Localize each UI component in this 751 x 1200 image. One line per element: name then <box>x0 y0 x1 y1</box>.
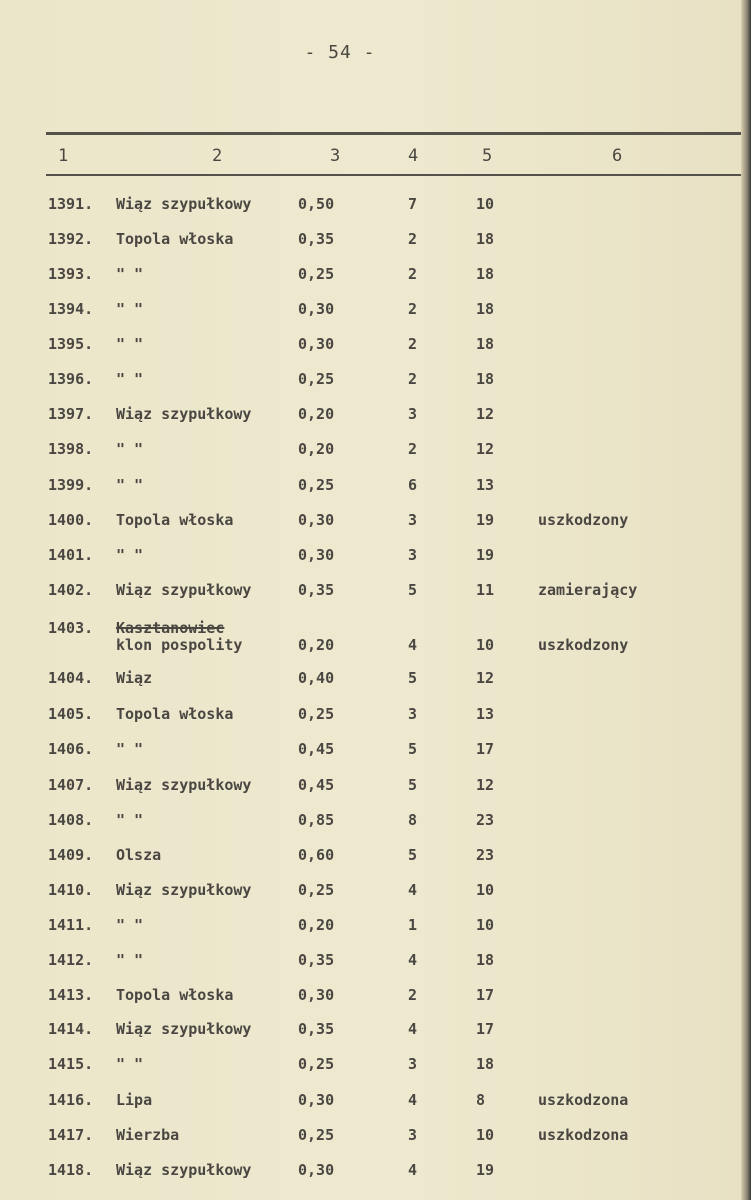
row-number: 1398. <box>48 440 94 458</box>
tree-condition: uszkodzony <box>538 636 629 654</box>
tree-height: 4 <box>408 636 418 654</box>
tree-height: 2 <box>408 230 418 248</box>
tree-age: 18 <box>476 335 495 353</box>
tree-age: 18 <box>476 265 495 283</box>
tree-species: " " <box>116 335 144 353</box>
tree-species: " " <box>116 300 144 318</box>
table-row <box>0 881 740 917</box>
trunk-diameter: 0,50 <box>298 195 335 213</box>
row-number: 1417. <box>48 1126 94 1144</box>
table-row <box>0 581 740 617</box>
tree-species: Topola włoska <box>116 230 234 248</box>
row-number: 1414. <box>48 1020 94 1038</box>
tree-height: 8 <box>408 811 418 829</box>
column-header-6: 6 <box>612 146 623 166</box>
tree-height: 2 <box>408 265 418 283</box>
tree-age: 17 <box>476 986 495 1004</box>
row-number: 1406. <box>48 740 94 758</box>
tree-species: Wiąz szypułkowy <box>116 1020 252 1038</box>
tree-height: 3 <box>408 511 418 529</box>
tree-age: 23 <box>476 811 495 829</box>
trunk-diameter: 0,25 <box>298 370 335 388</box>
page-edge-shadow <box>741 0 751 1200</box>
tree-height: 3 <box>408 1055 418 1073</box>
tree-age: 18 <box>476 951 495 969</box>
table-row <box>0 511 740 547</box>
row-number: 1395. <box>48 335 94 353</box>
tree-age: 11 <box>476 581 495 599</box>
tree-species: " " <box>116 265 144 283</box>
tree-height: 5 <box>408 581 418 599</box>
tree-height: 1 <box>408 916 418 934</box>
table-row <box>0 546 740 582</box>
row-number: 1416. <box>48 1091 94 1109</box>
tree-age: 10 <box>476 1126 495 1144</box>
tree-species: " " <box>116 811 144 829</box>
tree-species: Wiąz szypułkowy <box>116 195 252 213</box>
tree-condition: uszkodzona <box>538 1126 629 1144</box>
tree-species: Wierzba <box>116 1126 180 1144</box>
table-row <box>0 335 740 371</box>
column-header-3: 3 <box>330 146 341 166</box>
tree-height: 4 <box>408 1091 418 1109</box>
trunk-diameter: 0,30 <box>298 1161 335 1179</box>
trunk-diameter: 0,25 <box>298 1126 335 1144</box>
tree-condition: zamierający <box>538 581 638 599</box>
header-bottom-rule <box>46 174 744 176</box>
row-number: 1405. <box>48 705 94 723</box>
trunk-diameter: 0,30 <box>298 300 335 318</box>
table-row <box>0 669 740 705</box>
tree-age: 19 <box>476 546 495 564</box>
row-number: 1412. <box>48 951 94 969</box>
tree-species: " " <box>116 916 144 934</box>
table-row <box>0 230 740 266</box>
tree-age: 18 <box>476 1055 495 1073</box>
trunk-diameter: 0,30 <box>298 986 335 1004</box>
table-row <box>0 776 740 812</box>
tree-species: Topola włoska <box>116 705 234 723</box>
tree-age: 17 <box>476 1020 495 1038</box>
row-number: 1408. <box>48 811 94 829</box>
tree-height: 4 <box>408 951 418 969</box>
tree-height: 3 <box>408 705 418 723</box>
trunk-diameter: 0,60 <box>298 846 335 864</box>
tree-height: 4 <box>408 1161 418 1179</box>
table-row <box>0 986 740 1022</box>
tree-height: 2 <box>408 370 418 388</box>
table-row <box>0 370 740 406</box>
table-row <box>0 846 740 882</box>
tree-height: 7 <box>408 195 418 213</box>
tree-species: Wiąz szypułkowy <box>116 581 252 599</box>
row-number: 1413. <box>48 986 94 1004</box>
row-number: 1415. <box>48 1055 94 1073</box>
table-row <box>0 1161 740 1197</box>
tree-species: " " <box>116 476 144 494</box>
tree-species: Wiąz szypułkowy <box>116 1161 252 1179</box>
tree-species: " " <box>116 740 144 758</box>
table-row <box>0 1126 740 1162</box>
trunk-diameter: 0,85 <box>298 811 335 829</box>
row-number: 1397. <box>48 405 94 423</box>
tree-species: Wiąz szypułkowy <box>116 405 252 423</box>
table-row <box>0 811 740 847</box>
tree-condition: uszkodzony <box>538 511 629 529</box>
trunk-diameter: 0,30 <box>298 546 335 564</box>
tree-age: 10 <box>476 881 495 899</box>
trunk-diameter: 0,45 <box>298 740 335 758</box>
tree-age: 18 <box>476 230 495 248</box>
tree-age: 17 <box>476 740 495 758</box>
tree-height: 3 <box>408 405 418 423</box>
table-row <box>0 265 740 301</box>
row-number: 1401. <box>48 546 94 564</box>
tree-species: Wiąz szypułkowy <box>116 776 252 794</box>
tree-species: " " <box>116 1055 144 1073</box>
tree-species: Lipa <box>116 1091 153 1109</box>
tree-height: 6 <box>408 476 418 494</box>
table-row <box>0 195 740 231</box>
tree-condition: uszkodzona <box>538 1091 629 1109</box>
tree-age: 12 <box>476 776 495 794</box>
column-header-5: 5 <box>482 146 493 166</box>
trunk-diameter: 0,25 <box>298 881 335 899</box>
tree-age: 10 <box>476 636 495 654</box>
tree-age: 12 <box>476 669 495 687</box>
tree-age: 10 <box>476 195 495 213</box>
tree-age: 19 <box>476 511 495 529</box>
table-row <box>0 440 740 476</box>
tree-height: 2 <box>408 335 418 353</box>
tree-age: 18 <box>476 370 495 388</box>
trunk-diameter: 0,40 <box>298 669 335 687</box>
row-number: 1418. <box>48 1161 94 1179</box>
tree-age: 23 <box>476 846 495 864</box>
trunk-diameter: 0,45 <box>298 776 335 794</box>
tree-species: Topola włoska <box>116 986 234 1004</box>
row-number: 1393. <box>48 265 94 283</box>
trunk-diameter: 0,20 <box>298 405 335 423</box>
tree-species: Wiąz szypułkowy <box>116 881 252 899</box>
trunk-diameter: 0,35 <box>298 581 335 599</box>
table-row <box>0 1091 740 1127</box>
row-number: 1403. <box>48 619 94 637</box>
row-number: 1407. <box>48 776 94 794</box>
row-number: 1409. <box>48 846 94 864</box>
table-row <box>0 476 740 512</box>
column-header-2: 2 <box>212 146 223 166</box>
row-number: 1392. <box>48 230 94 248</box>
trunk-diameter: 0,25 <box>298 705 335 723</box>
row-number: 1396. <box>48 370 94 388</box>
trunk-diameter: 0,30 <box>298 511 335 529</box>
tree-height: 3 <box>408 546 418 564</box>
trunk-diameter: 0,20 <box>298 636 335 654</box>
row-number: 1400. <box>48 511 94 529</box>
tree-height: 5 <box>408 846 418 864</box>
table-row <box>0 740 740 776</box>
table-top-rule <box>46 132 744 135</box>
tree-age: 8 <box>476 1091 486 1109</box>
tree-age: 10 <box>476 916 495 934</box>
tree-species: " " <box>116 440 144 458</box>
tree-height: 2 <box>408 300 418 318</box>
table-row <box>0 405 740 441</box>
row-number: 1394. <box>48 300 94 318</box>
trunk-diameter: 0,25 <box>298 1055 335 1073</box>
table-row <box>0 1055 740 1091</box>
column-header-1: 1 <box>58 146 69 166</box>
tree-age: 18 <box>476 300 495 318</box>
tree-age: 19 <box>476 1161 495 1179</box>
tree-height: 5 <box>408 740 418 758</box>
table-row <box>0 916 740 952</box>
table-row <box>0 951 740 987</box>
tree-height: 4 <box>408 1020 418 1038</box>
trunk-diameter: 0,30 <box>298 1091 335 1109</box>
tree-height: 5 <box>408 669 418 687</box>
trunk-diameter: 0,35 <box>298 230 335 248</box>
row-number: 1402. <box>48 581 94 599</box>
tree-species: klon pospolity <box>116 636 243 654</box>
tree-species: " " <box>116 546 144 564</box>
tree-species: Wiąz <box>116 669 153 687</box>
trunk-diameter: 0,30 <box>298 335 335 353</box>
tree-age: 13 <box>476 705 495 723</box>
tree-species: Topola włoska <box>116 511 234 529</box>
tree-height: 4 <box>408 881 418 899</box>
tree-age: 13 <box>476 476 495 494</box>
struck-species: Kasztanowiec <box>116 619 225 637</box>
tree-height: 5 <box>408 776 418 794</box>
table-row <box>0 300 740 336</box>
tree-height: 2 <box>408 986 418 1004</box>
table-row <box>0 705 740 741</box>
table-row <box>0 1020 740 1056</box>
row-number: 1411. <box>48 916 94 934</box>
row-number: 1391. <box>48 195 94 213</box>
trunk-diameter: 0,20 <box>298 440 335 458</box>
trunk-diameter: 0,35 <box>298 1020 335 1038</box>
trunk-diameter: 0,25 <box>298 265 335 283</box>
tree-height: 3 <box>408 1126 418 1144</box>
trunk-diameter: 0,35 <box>298 951 335 969</box>
tree-species: " " <box>116 951 144 969</box>
tree-height: 2 <box>408 440 418 458</box>
trunk-diameter: 0,25 <box>298 476 335 494</box>
trunk-diameter: 0,20 <box>298 916 335 934</box>
tree-age: 12 <box>476 405 495 423</box>
tree-age: 12 <box>476 440 495 458</box>
table-row <box>0 619 740 655</box>
row-number: 1404. <box>48 669 94 687</box>
row-number: 1410. <box>48 881 94 899</box>
tree-species: Olsza <box>116 846 162 864</box>
tree-species: " " <box>116 370 144 388</box>
page-number: - 54 - <box>304 42 376 63</box>
row-number: 1399. <box>48 476 94 494</box>
column-header-4: 4 <box>408 146 419 166</box>
